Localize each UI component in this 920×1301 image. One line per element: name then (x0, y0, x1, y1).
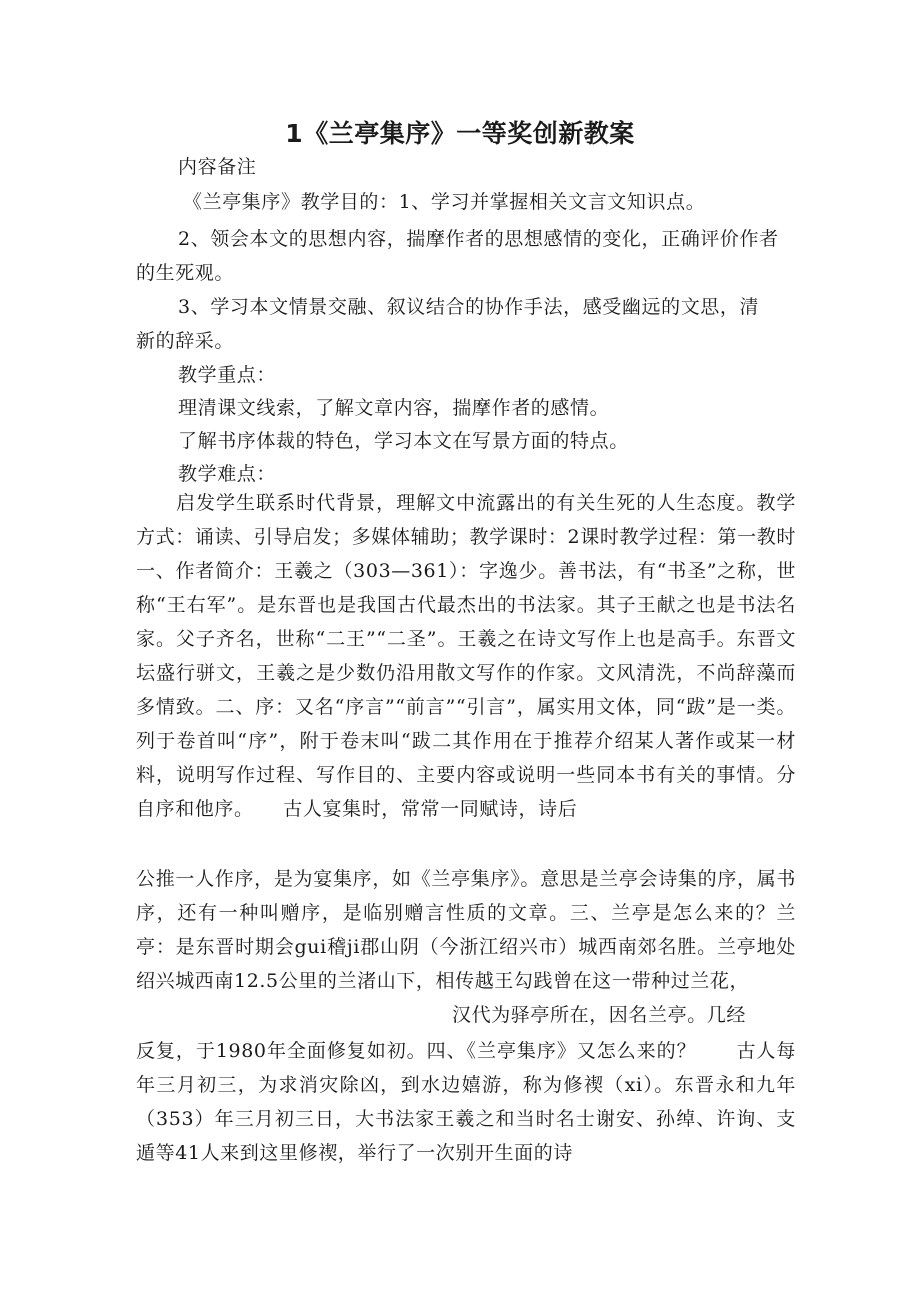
document-title: 1《兰亭集序》一等奖创新教案 (285, 119, 635, 148)
indented-line: 汉代为驿亭所在，因名兰亭。几经 (452, 1004, 747, 1026)
key-point-1: 理清课文线索，了解文章内容，揣摩作者的感情。 (178, 397, 610, 419)
key-points-heading: 教学重点： (178, 364, 277, 386)
body-paragraph-3: 反复，于1980年全面修复如初。四、《兰亭集序》又怎么来的？ 古人每年三月初三，为求消灾除凶，到水边嬉游，称为修禊（xi）。东晋永和九年（353）年三月初三日，大书法家王羲之和当时名士谢安、孙绰、许询、支遁等41人来到这里修禊，举行了一次别开生面的诗 (136, 1040, 796, 1164)
goal-3-line: 3、学习本文情景交融、叙议结合的协作手法，感受幽远的文思，清 (178, 296, 760, 318)
body-paragraph-1: 启发学生联系时代背景，理解文中流露出的有关生死的人生态度。教学方式：诵读、引导启发；多媒体辅助；教学课时：2课时教学过程：第一教时一、作者简介：王羲之（303—361）：字逸少。善书法，有“书圣”之称，世称“王右军”。是东晋也是我国古代最杰出的书法家。其子王献之也是书法名家。父子齐名，世称“二王”“二圣”。王羲之在诗文写作上也是高手。东晋文坛盛行骈文，王羲之是少数仍沿用散文写作的作家。文风清洗，不尚辞藻而多情致。二、序：又名“序言”“前言”“引言”，属实用文体，同“跋”是一类。列于卷首叫“序”，附于卷末叫“跋二其作用在于推荐介绍某人著作或某一材料，说明写作过程、写作目的、主要内容或说明一些同本书有关的事情。分自序和他序。 古人宴集时，常常一同赋诗，诗后 (136, 492, 796, 820)
key-point-2: 了解书序体裁的特色，学习本文在写景方面的特点。 (178, 430, 629, 452)
teaching-goal-line: 《兰亭集序》教学目的：1、学习并掌握相关文言文知识点。 (183, 191, 706, 213)
body-paragraph-2: 公推一人作序，是为宴集序，如《兰亭集序》。意思是兰亭会诗集的序，属书序，还有一种叫赠序，是临别赠言性质的文章。三、兰亭是怎么来的？兰亭：是东晋时期会gui稽ji郡山阴（今浙江绍兴市）城西南郊名胜。兰亭地处绍兴城西南12.5公里的兰渚山下，相传越王勾践曾在这一带种过兰花， (136, 868, 796, 992)
goal-3-continuation: 新的辞采。 (136, 330, 235, 352)
content-note-label: 内容备注 (178, 156, 257, 178)
difficulties-heading: 教学难点： (178, 463, 277, 485)
goal-2-continuation: 的生死观。 (136, 262, 235, 284)
goal-2-line: 2、领会本文的思想内容，揣摩作者的思想感情的变化，正确评价作者 (178, 228, 779, 250)
